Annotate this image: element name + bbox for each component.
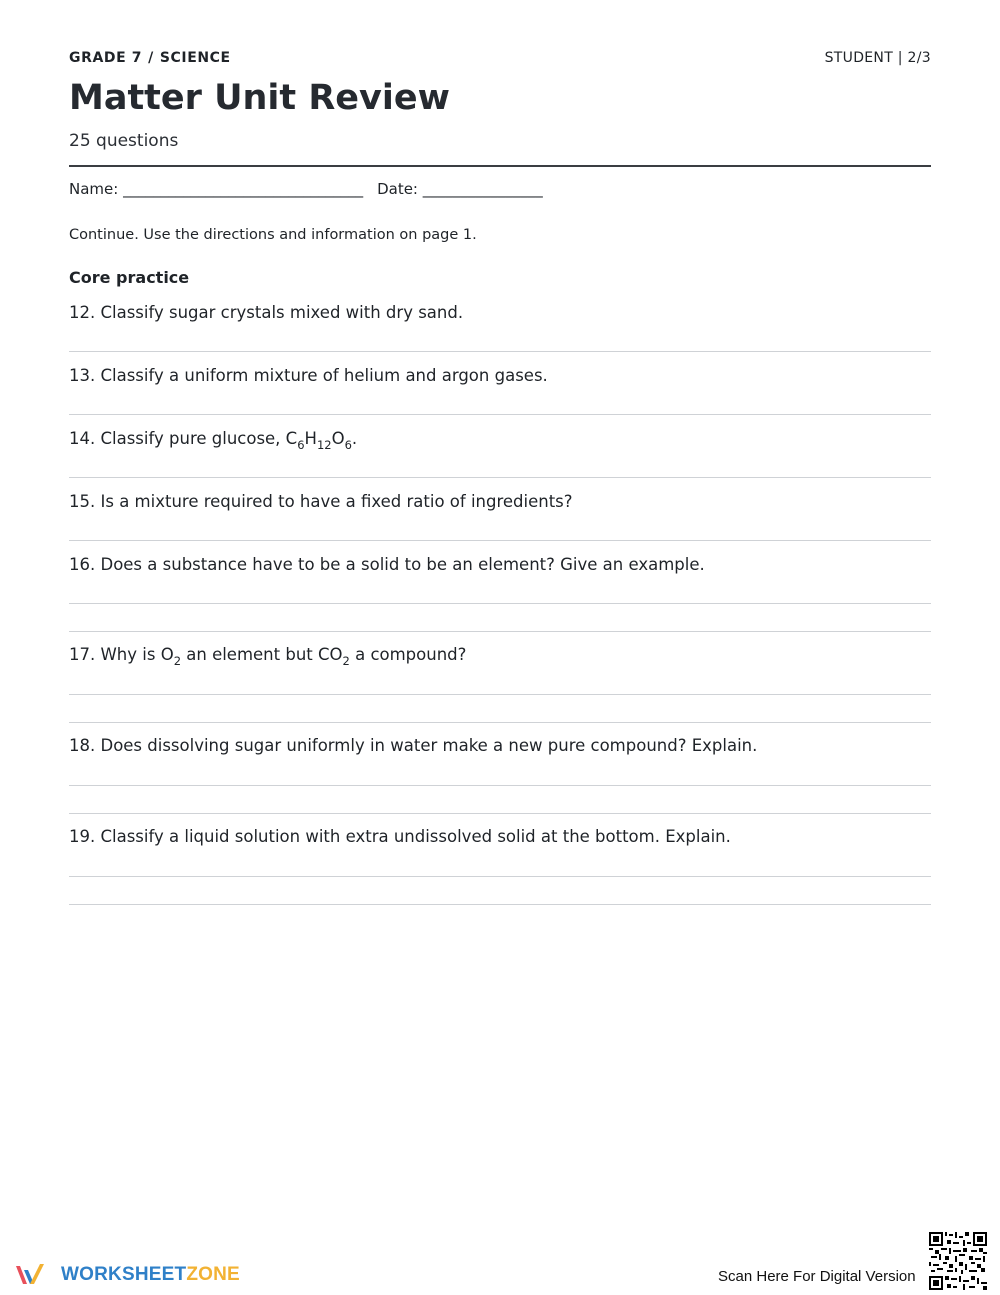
answer-line-12[interactable]: [69, 351, 931, 352]
answer-line-15[interactable]: [69, 540, 931, 541]
answer-line-18b[interactable]: [69, 813, 931, 814]
subscript: 2: [173, 654, 182, 668]
question-12: 12. Classify sugar crystals mixed with dry sand.: [69, 303, 464, 322]
qr-code-icon[interactable]: [929, 1232, 987, 1290]
section-heading: Core practice: [69, 268, 190, 287]
worksheetzone-logo: [14, 1262, 240, 1288]
subscript: 6: [297, 438, 305, 452]
grade-label: GRADE 7: [69, 50, 143, 66]
question-15: 15. Is a mixture required to have a fixed ratio of ingredients?: [69, 492, 573, 511]
subscript: 2: [342, 654, 350, 668]
subscript: 6: [344, 438, 352, 452]
subject-label: SCIENCE: [159, 50, 231, 66]
title-divider: [69, 165, 931, 167]
answer-line-19b[interactable]: [69, 904, 931, 905]
logo-w-icon: [14, 1262, 52, 1288]
question-14-text: 14. Classify pure glucose, C: [69, 429, 298, 448]
grade-subject-label: [69, 50, 231, 66]
answer-line-17a[interactable]: [69, 694, 931, 695]
answer-line-16b[interactable]: [69, 631, 931, 632]
directions-text: Continue. Use the directions and information on page 1.: [69, 227, 477, 243]
answer-line-17b[interactable]: [69, 722, 931, 723]
subscript: 12: [316, 438, 332, 452]
question-17: [69, 645, 931, 668]
name-field[interactable]: Name: ________________________________: [69, 180, 364, 198]
logo-text-zone: ZONE: [186, 1264, 240, 1285]
answer-line-13[interactable]: [69, 414, 931, 415]
formula-part: O: [331, 429, 345, 448]
date-field[interactable]: Date: ________________: [377, 180, 543, 198]
question-17-text: an element but CO: [181, 645, 343, 664]
name-date-row: [69, 180, 543, 198]
logo-text-worksheet: WORKSHEET: [61, 1264, 187, 1285]
page-title: Matter Unit Review: [69, 78, 450, 118]
answer-line-18a[interactable]: [69, 785, 931, 786]
scan-caption: Scan Here For Digital Version: [718, 1268, 916, 1285]
question-13: 13. Classify a uniform mixture of helium and argon gases.: [69, 366, 548, 385]
header-separator: /: [148, 50, 154, 66]
page-header: [69, 50, 931, 68]
answer-line-16a[interactable]: [69, 603, 931, 604]
answer-line-19a[interactable]: [69, 876, 931, 877]
question-17-text: 17. Why is O: [69, 645, 174, 664]
page-number-label: STUDENT | 2/3: [824, 50, 931, 66]
formula-part: H: [304, 429, 317, 448]
answer-line-14[interactable]: [69, 477, 931, 478]
formula-part: .: [351, 429, 358, 448]
logo-text: [61, 1264, 240, 1286]
question-count: 25 questions: [69, 131, 179, 151]
question-16: 16. Does a substance have to be a solid to be an element? Give an example.: [69, 555, 705, 574]
question-19: 19. Classify a liquid solution with extra undissolved solid at the bottom. Explain.: [69, 827, 731, 846]
question-17-text: a compound?: [349, 645, 467, 664]
question-18: 18. Does dissolving sugar uniformly in water make a new pure compound? Explain.: [69, 736, 758, 755]
question-14: [69, 429, 931, 452]
